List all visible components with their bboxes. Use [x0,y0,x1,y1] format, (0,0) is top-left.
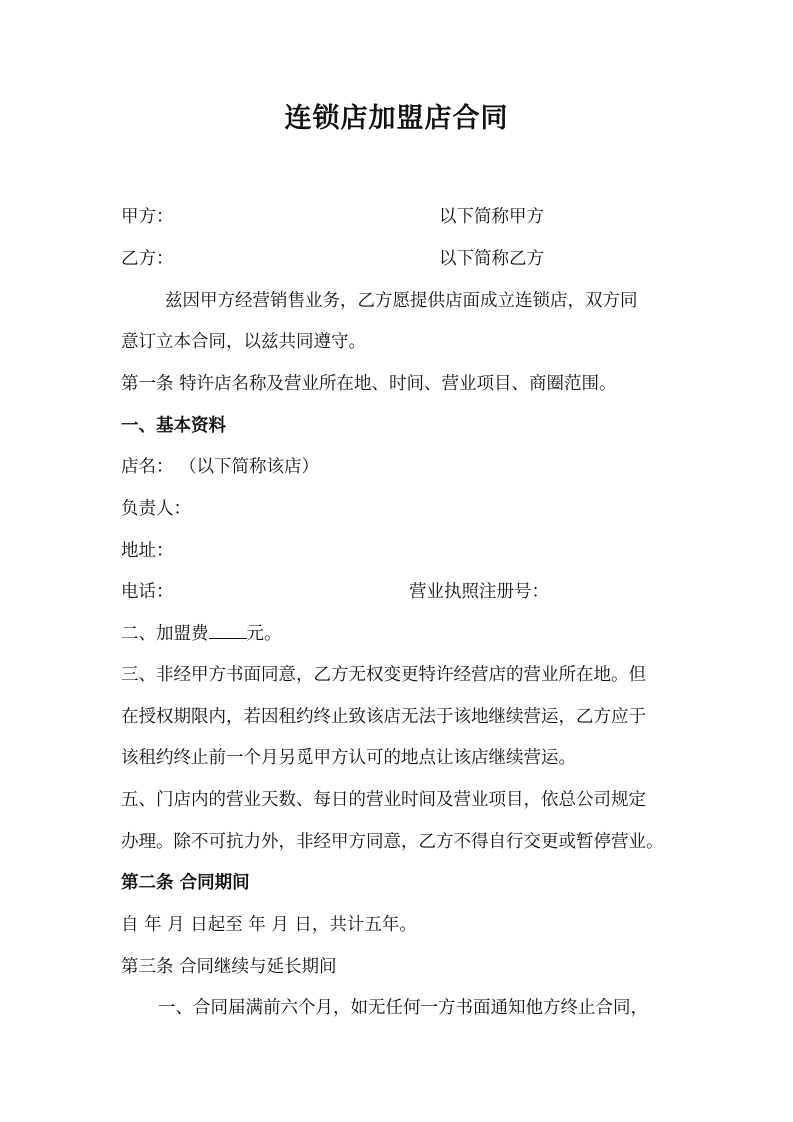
section-1-heading: 一、基本资料 [121,416,226,436]
article-3-text: 一、合同届满前六个月，如无任何一方书面通知他方终止合同， [158,998,648,1018]
clause-5-line-2: 办理。除不可抗力外，非经甲方同意，乙方不得自行交更或暂停营业。 [121,832,664,852]
license-label: 营业执照注册号： [409,582,549,602]
party-a-alias: 以下简称甲方 [439,207,544,227]
clause-3-line-2: 在授权期限内，若因租约终止致该店无法于该地继续营运，乙方应于 [121,707,646,727]
clause-3-line-1: 三、非经甲方书面同意，乙方无权变更特许经营店的营业所在地。但 [121,665,646,685]
phone-license-line [121,580,681,604]
fee-prefix: 二、加盟费 [121,624,209,644]
article-2-heading: 第二条 合同期间 [121,873,250,893]
fee-line [121,622,681,646]
party-b-line [121,247,681,271]
article-3-heading: 第三条 合同继续与延长期间 [121,957,337,977]
party-b-alias: 以下简称乙方 [439,249,544,269]
person-in-charge-line: 负责人： [121,499,191,519]
party-a-label: 甲方： [121,207,174,227]
article-2-text: 自 年 月 日起至 年 月 日，共计五年。 [121,915,417,935]
phone-label: 电话： [121,582,174,602]
fee-blank [209,622,247,639]
fee-suffix: 元。 [246,624,282,644]
article-1-heading: 第一条 特许店名称及营业所在地、时间、营业项目、商圈范围。 [121,374,617,394]
address-line: 地址： [121,541,174,561]
page-title: 连锁店加盟店合同 [284,103,509,134]
clause-3-line-3: 该租约终止前一个月另觅甲方认可的地点让该店继续营运。 [121,748,576,768]
preamble-line-2: 意订立本合同，以兹共同遵守。 [121,332,366,352]
store-name-line: 店名： （以下简称该店） [121,457,320,477]
party-b-label: 乙方： [121,249,174,269]
party-a-line [121,205,681,229]
clause-5-line-1: 五、门店内的营业天数、每日的营业时间及营业项目，依总公司规定 [121,790,646,810]
preamble-line-1: 兹因甲方经营销售业务，乙方愿提供店面成立连锁店，双方同 [165,291,638,311]
